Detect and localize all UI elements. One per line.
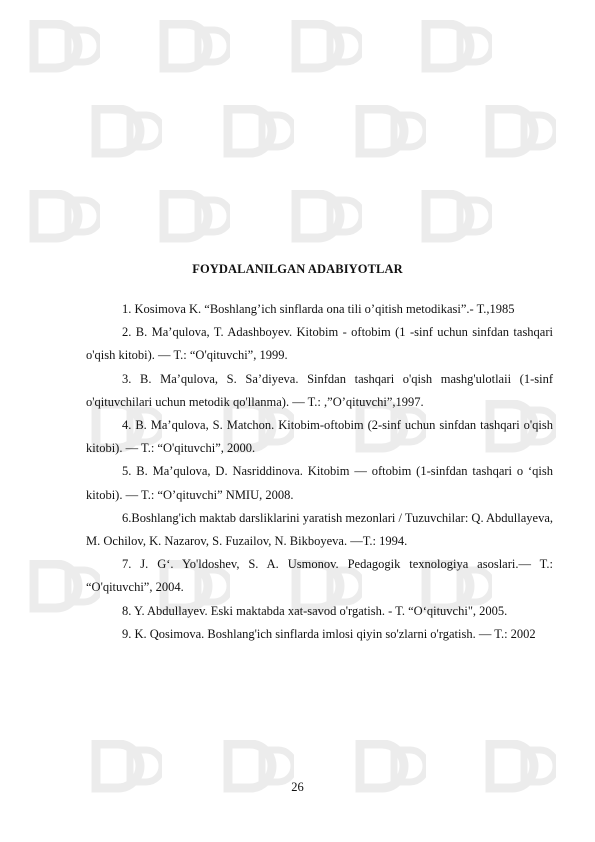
reference-item: 1. Kosimova K. “Boshlang’ich sinflarda ona tili o’qitish metodikasi”.- T.,1985: [122, 302, 515, 316]
reference-item: 2. B. Ma’qulova, T. Adashboyev. Kitobim - oftobim (1 -sinf uchun sinfdan tashqari o'qish kitobi). — T.: “O'qituvchi”, 1999.: [86, 325, 553, 363]
reference-item: 7. J. G‘. Yo'ldoshev, S. A. Usmonov. Pedagogik texnologiya asoslari.— T.: “O'qituvchi”, 2004.: [86, 557, 553, 595]
reference-item: 5. B. Ma’qulova, D. Nasriddinova. Kitobim — oftobim (1-sinfdan tashqari o ‘qish kitobi). — T.: “O’qituvchi” NMIU, 2008.: [86, 464, 553, 502]
reference-item: 8. Y. Abdullayev. Eski maktabda xat-savod o'rgatish. - T. “O‘qituvchi", 2005.: [122, 603, 508, 618]
reference-item: 6.Boshlang'ich maktab darsliklarini yaratish mezonlari / Tuzuvchilar: Q. Abdullayeva, M. Ochilov, K. Nazarov, S. Fuzailov, N. Bikboyeva. —T.: 1994.: [86, 510, 553, 549]
stacked-d-logo-icon: [28, 20, 100, 76]
stacked-d-logo-icon: [290, 190, 362, 246]
page-title: FOYDALANILGAN ADABIYOTLAR: [192, 262, 403, 276]
stacked-d-logo-icon: [222, 105, 294, 161]
stacked-d-logo-icon: [158, 190, 230, 246]
stacked-d-logo-icon: [420, 190, 492, 246]
stacked-d-logo-icon: [28, 190, 100, 246]
stacked-d-logo-icon: [420, 20, 492, 76]
page-number: 26: [291, 780, 304, 794]
stacked-d-logo-icon: [354, 105, 426, 161]
reference-item: 9. K. Qosimova. Boshlang'ich sinflarda imlosi qiyin so'zlarni o'rgatish. — T.: 2002: [122, 626, 536, 641]
stacked-d-logo-icon: [290, 20, 362, 76]
stacked-d-logo-icon: [484, 105, 556, 161]
reference-item: 4. B. Ma’qulova, S. Matchon. Kitobim-oftobim (2-sinf uchun sinfdan tashqari o'qish kitobi). — T.: “O'qituvchi”, 2000.: [86, 418, 553, 456]
stacked-d-logo-icon: [158, 20, 230, 76]
stacked-d-logo-icon: [90, 105, 162, 161]
reference-item: 3. B. Ma’qulova, S. Sa’diyeva. Sinfdan tashqari o'qish mashg'ulotlaii (1-sinf o'qituvchilari uchun metodik qo'llanma). — T.: ,”O’qituvchi”,1997.: [86, 371, 553, 409]
reference-list: [86, 298, 553, 646]
